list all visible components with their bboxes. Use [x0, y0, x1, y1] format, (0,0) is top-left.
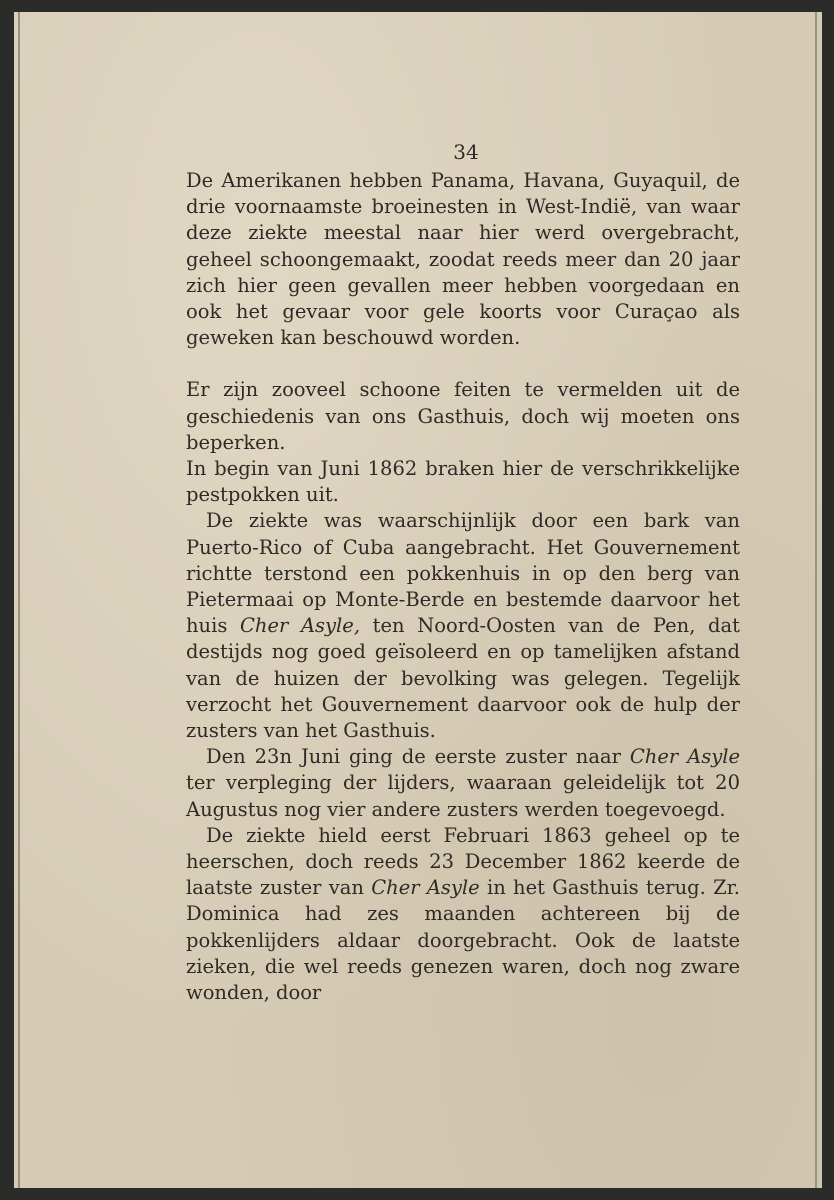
italic-name: Cher Asyle	[629, 745, 740, 769]
text-run: De ziekte hield eerst Februari 1863 geheel op te heerschen, doch reeds 23 December 1862 keerde de laatste zuster van	[186, 823, 740, 900]
page-text-block	[186, 138, 740, 1006]
page-number: 34	[453, 140, 479, 164]
text-run: De ziekte was waarschijnlijk door een bark van Puerto-Rico of Cuba aangebracht. Het Gouvernement richtte terstond een pokkenhuis in op den berg van Pietermaai op Monte-Berde en bestemde daarvoor het huis	[186, 509, 740, 638]
text-run: ter verpleging der lijders, waaraan geleidelijk tot 20 Augustus nog vier andere zusters werden toegevoegd.	[186, 771, 740, 821]
paragraph-facts: Er zijn zooveel schoone feiten te vermelden uit de geschiedenis van ons Gasthuis, doch wij moeten ons beperken.	[186, 378, 740, 454]
text-run: Den 23n Juni ging de eerste zuster naar	[206, 745, 630, 769]
page-edge-right	[815, 12, 817, 1188]
text-run: ten Noord-Oosten van de Pen, dat destijds nog goed geïsoleerd en op tamelijken afstand van de huizen der bevolking was gelegen. Tegelijk verzocht het Gouvernement daarvoor ook de hulp der zusters van het Gasthuis.	[186, 614, 740, 743]
italic-name: Cher Asyle	[371, 876, 480, 900]
text-run: in het Gasthuis terug. Zr. Dominica had zes maanden achtereen bij de pokkenlijders aldaar doorgebracht. Ook de laatste zieken, die wel reeds genezen waren, doch nog zware wonden, door	[186, 876, 740, 1005]
paragraph-disease-end	[186, 823, 740, 1006]
paragraph-yellow-fever: De Amerikanen hebben Panama, Havana, Guyaquil, de drie voornaamste broeinesten in West-Indië, van waar deze ziekte meestal naar hier werd overgebracht, geheel schoongemaakt, zoodat reeds meer dan 20 jaar zich hier geen gevallen meer hebben voorgedaan en ook het gevaar voor gele koorts voor Curaçao als geweken kan beschouwd worden.	[186, 169, 740, 350]
paragraph-pokkenhuis	[186, 508, 740, 744]
page-edge-left	[18, 12, 20, 1188]
paragraph-smallpox-start: In begin van Juni 1862 braken hier de verschrikkelijke pestpokken uit.	[186, 457, 740, 507]
paragraph-first-sister	[186, 744, 740, 823]
italic-name: Cher Asyle,	[239, 614, 361, 638]
